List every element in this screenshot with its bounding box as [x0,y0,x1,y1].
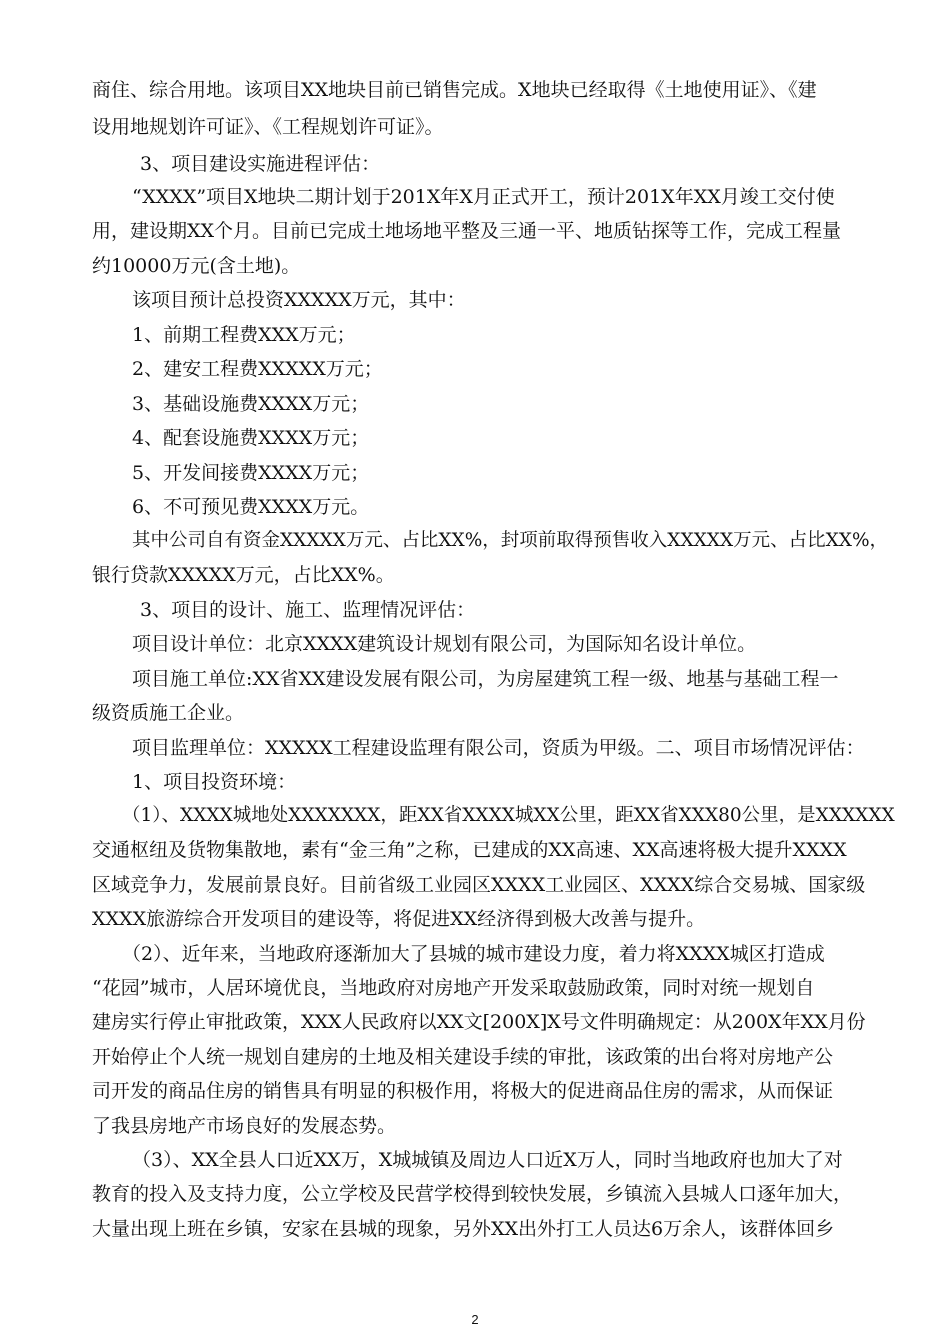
list-item: 3、基础设施费XXXX万元； [132,393,370,415]
list-item: 2、建安工程费XXXXX万元； [132,358,383,380]
page-number: 2 [471,1312,479,1327]
text-line: 设用地规划许可证》、《工程规划许可证》。 [92,116,444,138]
text-line: （3）、XX全县人口近XX万，X城城镇及周边人口近X万人，同时当地政府也加大了对 [132,1149,843,1171]
text-line: 大量出现上班在乡镇，安家在县城的现象，另外XX出外打工人员达6万余人，该群体回乡 [92,1218,835,1240]
text-line: 其中公司自有资金XXXXX万元、占比XX%，封项前取得预售收入XXXXX万元、占比XX%， [132,530,889,551]
text-line: 教育的投入及支持力度，公立学校及民营学校得到较快发展，乡镇流入县城人口逐年加大， [92,1183,853,1205]
section-heading: 1、项目投资环境： [132,771,297,793]
text-line: （1）、XXXX城地处XXXXXXX，距XX省XXXX城XX公里，距XX省XXX80公里，是XXXXXX [122,805,895,826]
text-line: 约10000万元(含土地)。 [92,255,301,277]
text-line: “花园”城市，人居环境优良，当地政府对房地产开发采取鼓励政策，同时对统一规划自 [92,977,815,999]
text-line: 银行贷款XXXXX万元，占比XX%。 [92,564,395,586]
text-line: 司开发的商品住房的销售具有明显的积极作用，将极大的促进商品住房的需求，从而保证 [92,1080,834,1102]
text-line: “XXXX”项目X地块二期计划于201X年X月正式开工，预计201X年XX月竣工交付使 [132,186,835,208]
text-line: 开始停止个人统一规划自建房的土地及相关建设手续的审批，该政策的出台将对房地产公 [92,1046,834,1068]
text-line: 用，建设期XX个月。目前已完成土地场地平整及三通一平、地质钻探等工作，完成工程量 [92,220,842,242]
text-line: 了我县房地产市场良好的发展态势。 [92,1115,397,1137]
list-item: 5、开发间接费XXXX万元； [132,462,370,484]
list-item: 1、前期工程费XXX万元； [132,324,356,346]
list-item: 4、配套设施费XXXX万元； [132,427,370,449]
text-line: 区域竞争力，发展前景良好。目前省级工业园区XXXX工业园区、XXXX综合交易城、国家级 [92,874,866,896]
text-line: （2）、近年来，当地政府逐渐加大了县城的城市建设力度，着力将XXXX城区打造成 [122,943,825,965]
text-line: XXXX旅游综合开发项目的建设等，将促进XX经济得到极大改善与提升。 [92,908,706,930]
section-heading: 3、项目的设计、施工、监理情况评估： [140,599,476,621]
text-line: 项目施工单位:XX省XX建设发展有限公司，为房屋建筑工程一级、地基与基础工程一 [132,668,839,690]
text-line: 级资质施工企业。 [92,702,245,724]
text-line: 项目设计单位：北京XXXX建筑设计规划有限公司，为国际知名设计单位。 [132,633,757,655]
section-heading: 3、项目建设实施进程评估： [140,153,381,175]
text-line: 建房实行停止审批政策，XXX人民政府以XX文[200X]X号文件明确规定：从200X年XX月份 [92,1011,866,1033]
text-line: 商住、综合用地。该项目XX地块目前已销售完成。X地块已经取得《土地使用证》、《建 [92,79,817,101]
list-item: 6、不可预见费XXXX万元。 [132,496,370,518]
text-line: 项目监理单位：XXXXX工程建设监理有限公司，资质为甲级。二、项目市场情况评估： [132,737,865,759]
text-line: 交通枢纽及货物集散地，素有“金三角”之称，已建成的XX高速、XX高速将极大提升XXXX [92,839,847,861]
text-line: 该项目预计总投资XXXXX万元，其中： [132,289,466,311]
